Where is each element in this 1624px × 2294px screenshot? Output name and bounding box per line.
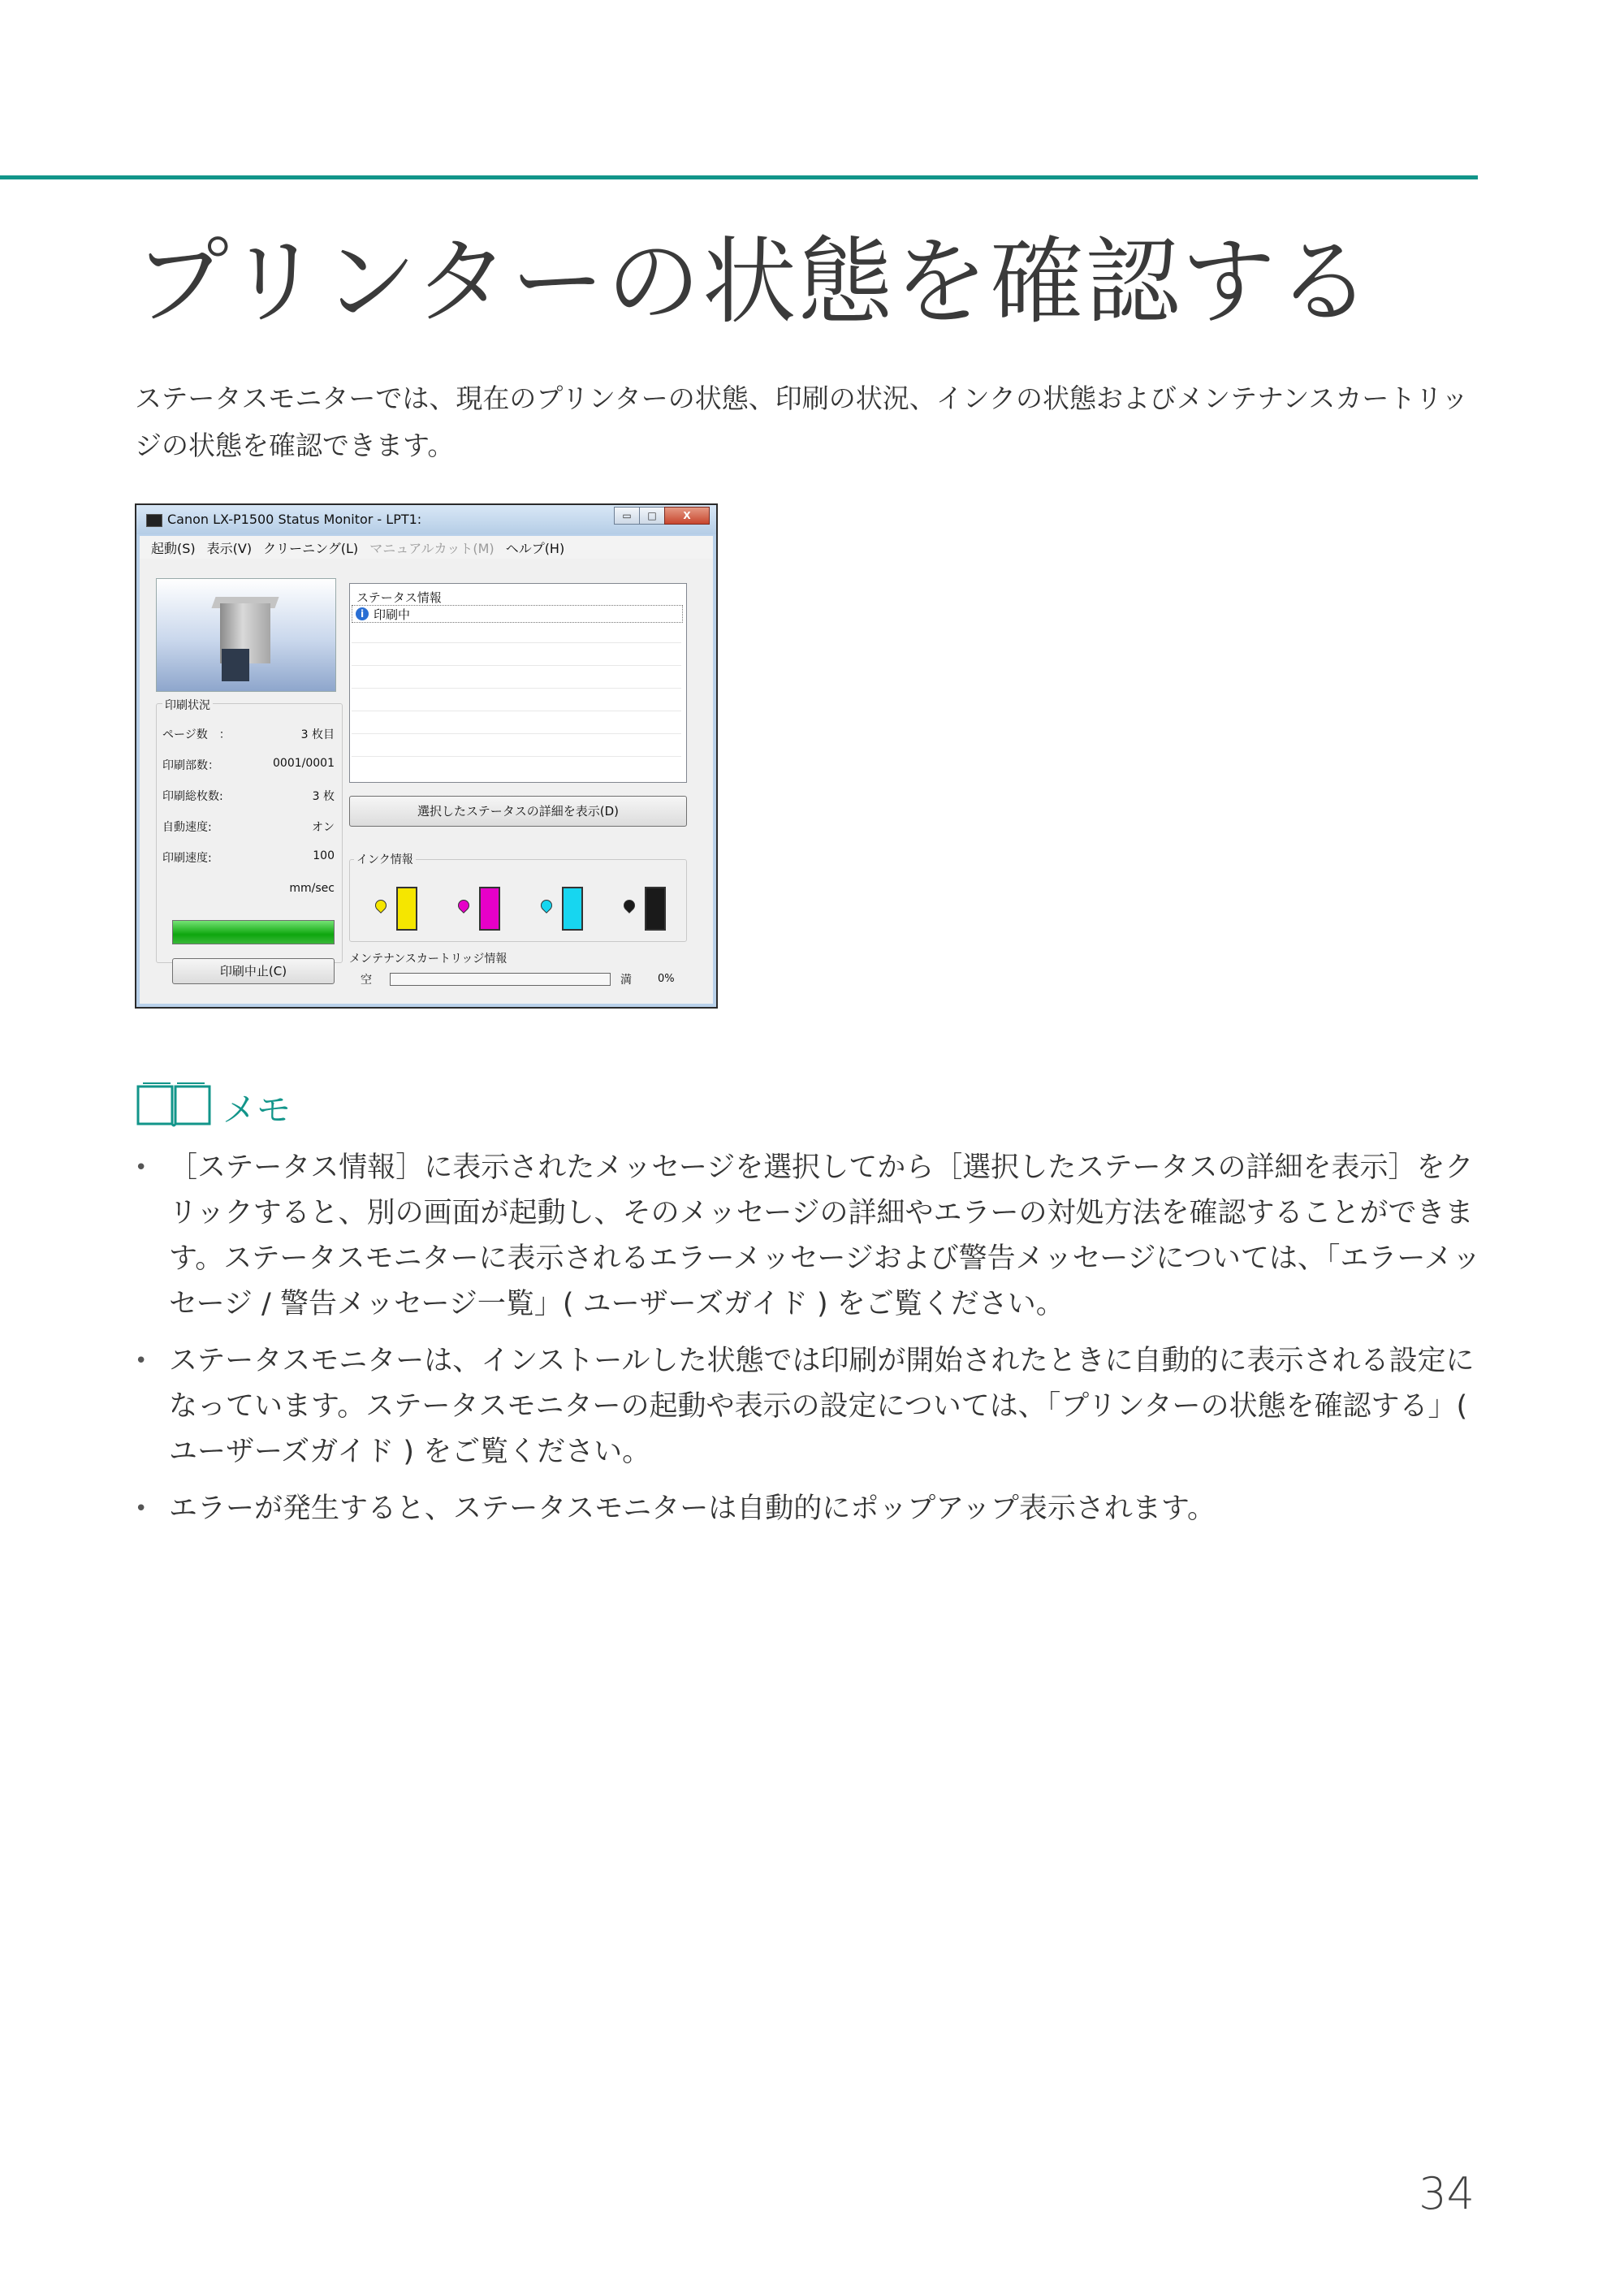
list-gridline <box>352 756 681 757</box>
list-gridline <box>352 688 681 689</box>
total-pages-label: 印刷総枚数: <box>162 790 223 803</box>
list-item: • エラーが発生すると、ステータスモニターは自動的にポップアップ表示されます。 <box>135 1486 1483 1531</box>
print-status-label: 印刷状況 <box>162 697 213 713</box>
copies-value: 0001/0001 <box>273 757 335 770</box>
info-icon: i <box>356 607 369 620</box>
ink-info-label: インク情報 <box>354 851 416 867</box>
status-monitor-window <box>135 503 718 1009</box>
list-item: • ステータスモニターは、インストールした状態では印刷が開始されたときに自動的に表示される設定になっています。ステータスモニターの起動や表示の設定については、「プリンターの状態を確認する」( ユーザーズガイド ) をご覧ください。 <box>135 1338 1483 1475</box>
close-button[interactable]: X <box>664 507 710 525</box>
magenta-ink-tank <box>479 887 500 931</box>
page-number: 34 <box>1419 2168 1475 2219</box>
total-pages-value: 3 枚 <box>312 790 335 803</box>
menu-start[interactable]: 起動(S) <box>151 540 196 556</box>
print-speed-label: 印刷速度: <box>162 852 212 865</box>
menu-view[interactable]: 表示(V) <box>206 540 253 556</box>
list-item[interactable] <box>352 605 683 623</box>
menu-help[interactable]: ヘルプ(H) <box>505 540 565 556</box>
maintenance-percent: 0% <box>658 973 675 985</box>
window-titlebar[interactable] <box>136 505 716 534</box>
status-info-header: ステータス情報 <box>356 590 442 605</box>
menu-manual-cut: マニュアルカット(M) <box>369 540 495 556</box>
cyan-ink-tank <box>562 887 583 931</box>
auto-speed-value: オン <box>312 821 335 834</box>
auto-speed-label: 自動速度: <box>162 821 212 834</box>
menu-cleaning[interactable]: クリーニング(L) <box>263 540 359 556</box>
maximize-button[interactable]: □ <box>639 507 665 525</box>
yellow-ink-tank <box>396 887 417 931</box>
print-progress-bar <box>172 920 335 944</box>
window-title: Canon LX-P1500 Status Monitor - LPT1: <box>167 512 422 527</box>
black-ink-tank <box>645 887 666 931</box>
page-title: プリンターの状態を確認する <box>135 227 1373 337</box>
book-icon <box>135 1082 213 1129</box>
page-count-value: 3 枚目 <box>300 728 335 741</box>
cancel-print-button[interactable]: 印刷中止(C) <box>172 958 335 984</box>
printer-front-shape <box>222 649 249 681</box>
status-info-list[interactable] <box>349 583 687 783</box>
list-gridline <box>352 642 681 643</box>
list-gridline <box>352 665 681 666</box>
maintenance-label: メンテナンスカートリッジ情報 <box>349 953 508 966</box>
print-speed-value: 100 <box>313 849 335 862</box>
window-client-area <box>140 559 713 1004</box>
header-rule <box>0 175 1478 179</box>
page-count-label: ページ数 ： <box>162 728 231 741</box>
intro-text: ステータスモニターでは、現在のプリンターの状態、印刷の状況、インクの状態およびメンテナンスカートリッジの状態を確認できます。 <box>135 382 1469 461</box>
maintenance-level-bar <box>390 973 611 986</box>
status-item-text: 印刷中 <box>374 607 411 622</box>
show-status-detail-button[interactable]: 選択したステータスの詳細を表示(D) <box>349 796 687 827</box>
speed-unit: mm/sec <box>289 882 335 895</box>
copies-label: 印刷部数： <box>162 759 219 772</box>
list-item: • ［ステータス情報］に表示されたメッセージを選択してから［選択したステータスの詳細を表示］をクリックすると、別の画面が起動し、そのメッセージの詳細やエラーの対処方法を確認することができます。ステータスモニターに表示されるエラーメッセージおよび警告メッセージについては、「エラーメッセージ / 警告メッセージ一覧」( ユーザーズガイド ) をご覧ください。 <box>135 1145 1483 1327</box>
window-controls <box>615 507 710 525</box>
list-gridline <box>352 733 681 734</box>
minimize-button[interactable]: ▭ <box>614 507 640 525</box>
memo-title: メモ <box>222 1090 292 1130</box>
maintenance-empty-label: 空 <box>361 974 372 987</box>
maintenance-cartridge-group <box>349 950 685 999</box>
printer-image <box>156 578 336 692</box>
menu-bar <box>140 536 713 559</box>
memo-bullet-list <box>135 1145 1483 1543</box>
printer-app-icon <box>146 514 162 527</box>
maintenance-full-label: 満 <box>620 974 632 987</box>
